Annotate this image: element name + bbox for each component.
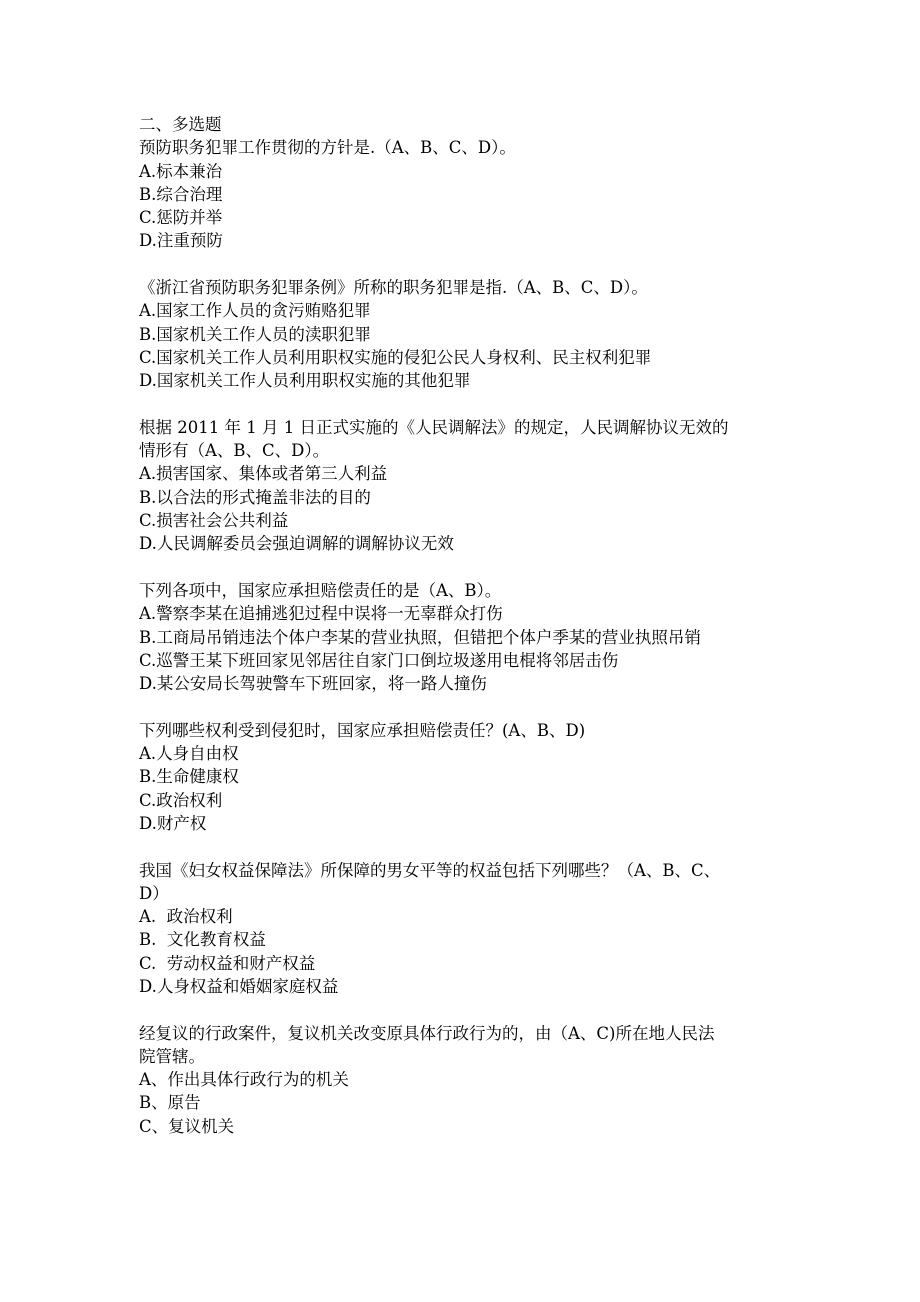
answer-option: A.人身自由权 [139,744,239,764]
spacer [139,253,799,276]
answer-option: C. 劳动权益和财产权益 [139,953,316,973]
answer-option: A.国家工作人员的贪污贿赂犯罪 [139,301,371,321]
question-block [139,136,799,276]
answer-option: C.损害社会公共利益 [139,511,289,531]
question-stem: 情形有（A、B、C、D）。 [139,441,330,461]
answer-option: D.某公安局长驾驶警车下班回家，将一路人撞伤 [139,674,487,694]
answer-option: D.财产权 [139,813,207,833]
question-stem: 根据 2011 年 1 月 1 日正式实施的《人民调解法》的规定，人民调解协议无效的 [139,417,729,437]
spacer [139,393,799,416]
document-page [139,113,799,1138]
question-block [139,859,799,1022]
answer-option: D.人民调解委员会强迫调解的调解协议无效 [139,534,454,554]
answer-option: B.国家机关工作人员的渎职犯罪 [139,324,371,344]
question-stem: 下列哪些权利受到侵犯时，国家应承担赔偿责任？(A、B、D) [139,720,586,740]
question-stem: 预防职务犯罪工作贯彻的方针是.（A、B、C、D）。 [139,138,516,158]
spacer [139,556,799,579]
section-title: 二、多选题 [139,115,222,134]
answer-option: D.注重预防 [139,231,223,251]
answer-option: B、原告 [139,1093,201,1113]
spacer [139,998,799,1021]
answer-option: B.综合治理 [139,184,223,204]
answer-option: A.损害国家、集体或者第三人利益 [139,464,388,484]
answer-option: C、复议机关 [139,1116,235,1136]
answer-option: B. 文化教育权益 [139,930,266,950]
question-list [139,136,799,1138]
spacer [139,835,799,858]
answer-option: D.国家机关工作人员利用职权实施的其他犯罪 [139,371,471,391]
answer-option: C.惩防并举 [139,208,223,228]
question-block [139,1022,799,1138]
answer-option: B.生命健康权 [139,767,239,787]
question-stem: 我国《妇女权益保障法》所保障的男女平等的权益包括下列哪些？（A、B、C、 [139,860,721,880]
question-block [139,276,799,416]
answer-option: A、作出具体行政行为的机关 [139,1070,349,1090]
question-block [139,579,799,719]
answer-option: C.政治权利 [139,790,223,810]
answer-option: A.警察李某在追捕逃犯过程中误将一无辜群众打伤 [139,604,503,624]
question-block [139,719,799,859]
question-stem: 院管辖。 [139,1046,205,1066]
answer-option: B.以合法的形式掩盖非法的目的 [139,487,371,507]
answer-option: C.国家机关工作人员利用职权实施的侵犯公民人身权利、民主权利犯罪 [139,347,652,367]
answer-option: A.标本兼治 [139,161,223,181]
answer-option: B.工商局吊销违法个体户李某的营业执照，但错把个体户季某的营业执照吊销 [139,627,701,647]
question-stem: 下列各项中，国家应承担赔偿责任的是（A、B）。 [139,580,502,600]
answer-option: A. 政治权利 [139,907,233,927]
answer-option: D.人身权益和婚姻家庭权益 [139,976,339,996]
answer-option: C.巡警王某下班回家见邻居往自家门口倒垃圾遂用电棍将邻居击伤 [139,650,619,670]
spacer [139,695,799,718]
question-stem: 经复议的行政案件，复议机关改变原具体行政行为的，由（A、C)所在地人民法 [139,1023,715,1043]
question-stem: D） [139,883,169,903]
question-stem: 《浙江省预防职务犯罪条例》所称的职务犯罪是指.（A、B、C、D）。 [139,278,648,298]
question-block [139,416,799,579]
